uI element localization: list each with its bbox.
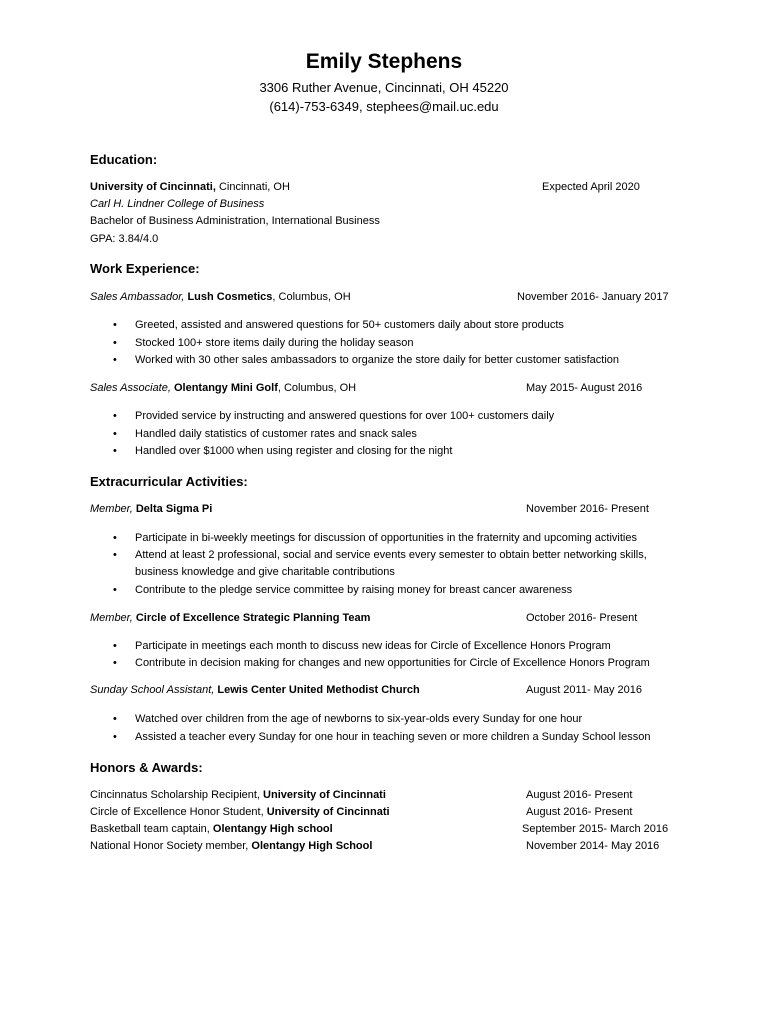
activities-heading: Extracurricular Activities: <box>90 474 248 489</box>
activity-date: October 2016- Present <box>526 612 638 624</box>
education-date: Expected April 2020 <box>542 181 640 193</box>
education-degree: Bachelor of Business Administration, International Business <box>90 215 380 227</box>
resume-name: Emily Stephens <box>305 50 463 73</box>
honor-date: November 2014- May 2016 <box>526 840 660 852</box>
honor-item: National Honor Society member, Olentangy High School <box>90 840 373 852</box>
activity-heading: Member, Circle of Excellence Strategic Planning Team <box>90 612 371 624</box>
activity-bullet: Contribute to the pledge service committee by raising money for breast cancer awareness <box>135 584 573 596</box>
activity-bullet: Attend at least 2 professional, social and service events every semester to obtain better networking skills, <box>135 549 647 561</box>
job-bullet: Provided service by instructing and answered questions for over 100+ customers daily <box>135 410 555 422</box>
job-heading: Sales Ambassador, Lush Cosmetics, Columbus, OH <box>90 291 351 303</box>
education-gpa: GPA: 3.84/4.0 <box>90 233 159 245</box>
work-heading: Work Experience: <box>90 261 200 276</box>
education-college: Carl H. Lindner College of Business <box>90 198 265 210</box>
job-date: November 2016- January 2017 <box>517 291 669 303</box>
job-bullet: Worked with 30 other sales ambassadors to organize the store daily for better customer satisfaction <box>135 354 620 366</box>
activity-bullet: Contribute in decision making for changes and new opportunities for Circle of Excellence Honors Program <box>135 657 650 669</box>
job-bullet: Greeted, assisted and answered questions for 50+ customers daily about store products <box>135 319 564 331</box>
honor-date: August 2016- Present <box>526 806 633 818</box>
activity-heading: Member, Delta Sigma Pi <box>90 503 213 515</box>
job-heading: Sales Associate, Olentangy Mini Golf, Columbus, OH <box>90 382 357 394</box>
activity-heading: Sunday School Assistant, Lewis Center United Methodist Church <box>90 684 420 696</box>
honor-item: Circle of Excellence Honor Student, University of Cincinnati <box>90 806 390 818</box>
address: 3306 Ruther Avenue, Cincinnati, OH 45220 <box>259 80 509 95</box>
activity-date: November 2016- Present <box>526 503 649 515</box>
activity-date: August 2011- May 2016 <box>526 684 642 696</box>
honor-date: August 2016- Present <box>526 789 633 801</box>
contact-info: (614)-753-6349, stephees@mail.uc.edu <box>269 99 499 114</box>
resume-page: Emily Stephens 3306 Ruther Avenue, Cincinnati, OH 45220 (614)-753-6349, stephees@mail.uc.edu Education: University of Cincinnati, Cincinnati, OH Expected April 2020 Carl H. Lindner College of Business Bachelor of Business Administration, International Business GPA: 3.84/4.0 Work Experience: Sales Ambassador, Lush Cosmetics, Columbus, OH November 2016- January 2017 • Greeted, assisted and answered questions for 50+ customers daily about store products • Stocked 100+ store items daily during the holiday season • Worked with 30 other sales ambassadors to organize the store daily for better customer satisfaction Sales Associate, Olentangy Mini Golf, Columbus, OH May 2015- August 2016 • Provided service by instructing and answered questions for over 100+ customers daily • Handled daily statistics of customer rates and snack sales • Handled over $1000 when using register and closing for the night Extracurricular Activities: Member, Delta Sigma Pi November 2016- Present • Participate in bi-weekly meetings for discussion of opportunities in the fraternity and upcoming activities • Attend at least 2 professional, social and service events every semester to obtain better networking skills, business knowledge and give charitable contributions • Contribute to the pledge service committee by raising money for breast cancer awareness Member, Circle of Excellence Strategic Planning Team October 2016- Present • Participate in meetings each month to discuss new ideas for Circle of Excellence Honors Program • Contribute in decision making for changes and new opportunities for Circle of Excellence Honors Program Sunday School Assistant, Lewis Center United Methodist Church August 2011- May 2016 • Watched over children from the age of newborns to six-year-olds every Sunday for one hour • Assisted a teacher every Sunday for one hour in teaching seven or more children a Sunday School lesson Honors & Awards: Cincinnatus Scholarship Recipient, University of Cincinnati August 2016- Present Circle of Excellence Honor Student, University of Cincinnati August 2016- Present Basketball team captain, Olentangy High school September 2015- March 2016 National Honor Society member, Olentangy High School November 2014- May 2016 <box>0 0 768 1024</box>
activity-bullet: Participate in meetings each month to discuss new ideas for Circle of Excellence Honors Program <box>135 640 611 652</box>
activity-bullet: Assisted a teacher every Sunday for one hour in teaching seven or more children a Sunday School lesson <box>135 731 651 743</box>
honor-item: Basketball team captain, Olentangy High school <box>90 823 333 835</box>
job-bullet: Handled over $1000 when using register and closing for the night <box>135 445 453 457</box>
honors-heading: Honors & Awards: <box>90 760 203 775</box>
activity-bullet: business knowledge and give charitable contributions <box>135 566 395 578</box>
honor-date: September 2015- March 2016 <box>522 823 669 835</box>
education-heading: Education: <box>90 152 158 167</box>
activity-bullet: Watched over children from the age of newborns to six-year-olds every Sunday for one hour <box>135 713 583 725</box>
education-school: University of Cincinnati, Cincinnati, OH <box>90 181 290 193</box>
job-bullet: Handled daily statistics of customer rates and snack sales <box>135 428 417 440</box>
job-bullet: Stocked 100+ store items daily during the holiday season <box>135 337 414 349</box>
honor-item: Cincinnatus Scholarship Recipient, University of Cincinnati <box>90 789 386 801</box>
activity-bullet: Participate in bi-weekly meetings for discussion of opportunities in the fraternity and upcoming activities <box>135 532 637 544</box>
job-date: May 2015- August 2016 <box>526 382 643 394</box>
